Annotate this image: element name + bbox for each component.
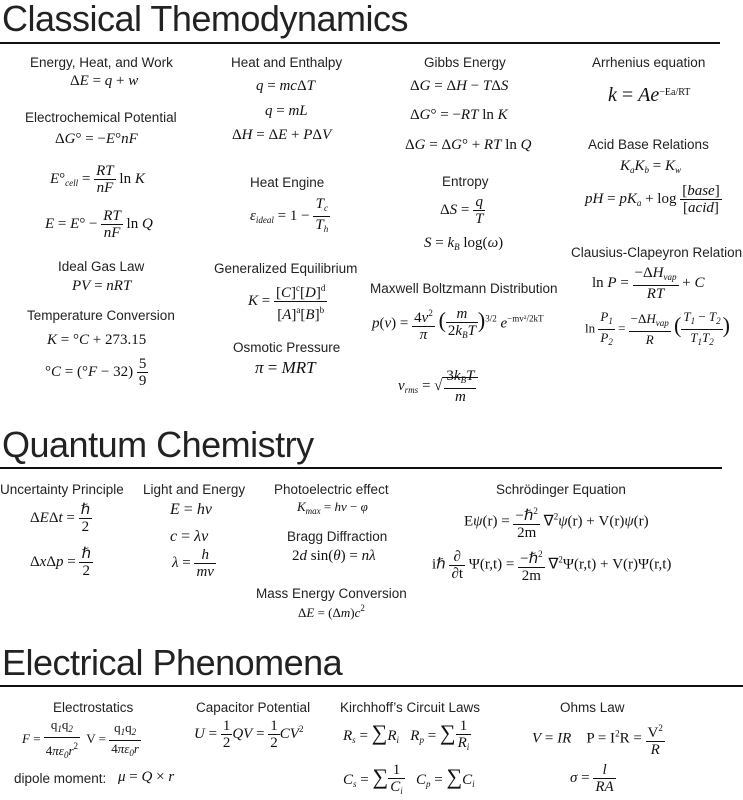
eq-planck: E = hν xyxy=(170,501,212,518)
eq-heat-capacity: q = mcΔT xyxy=(256,78,315,94)
eq-wave-speed: c = λν xyxy=(170,528,209,545)
label-heat-enthalpy: Heat and Enthalpy xyxy=(231,55,343,70)
section-rule xyxy=(0,467,722,469)
eq-maxwell: p(v) = $\frac{4v^2}{\pi}$ ( $\frac{m}{2k_BT}$ )$^{3/2}$ $e^{-mv^2/2kT}$ xyxy=(372,305,544,343)
eq-nernst-cell: $E^\circ_{cell}$ = $\frac{RT}{nF}$ ln K xyxy=(50,163,145,196)
label-gen-equilibrium: Generalized Equilibrium xyxy=(214,261,358,276)
eq-henderson: pH = $pK_a + \log$ $\frac{\text{[base]}}{\text{[acid]}}$ xyxy=(585,183,720,216)
eq-nernst: E = E° − $\frac{RT}{nF}$ ln Q xyxy=(45,208,153,241)
eq-photoelectric: $K_{max} = h\nu - \varphi$ xyxy=(297,499,368,516)
eq-kirchhoff-capacitance: $C_s$ = ∑ $\frac{1}{C_i}$ $C_p = \sum C_i$ xyxy=(343,762,475,796)
label-arrhenius: Arrhenius equation xyxy=(592,55,706,70)
eq-uncertainty-energy: ΔEΔt = $\frac{\text{ℏ}}{2}$ xyxy=(30,502,91,535)
label-entropy: Entropy xyxy=(442,174,489,189)
section-rule xyxy=(0,42,720,44)
eq-entropy-q: ΔS = $\frac{q}{T}$ xyxy=(440,194,484,227)
eq-kw: $K_aK_b = K_w$ xyxy=(620,158,682,175)
eq-celsius: °C = (°F − 32) $\frac{5}{9}$ xyxy=(45,356,147,389)
eq-ideal-gas: PV = nRT xyxy=(72,278,132,294)
label-osmotic: Osmotic Pressure xyxy=(233,340,341,355)
label-maxwell: Maxwell Boltzmann Distribution xyxy=(370,281,558,296)
eq-kelvin: K = °C + 273.15 xyxy=(47,332,147,348)
eq-latent-heat: q = mL xyxy=(265,103,308,119)
section-title-quantum: Quantum Chemistry xyxy=(2,424,314,465)
eq-arrhenius: $k = Ae^{-Ea/RT}$ xyxy=(608,84,691,106)
label-electrostatics: Electrostatics xyxy=(53,700,134,715)
eq-entropy-boltzmann: $S = k_B$ log(ω) xyxy=(424,235,504,252)
label-gibbs: Gibbs Energy xyxy=(424,55,506,70)
eq-equilibrium: K = $\frac{[C]^c[D]^d}{[A]^a[B]^b}$ xyxy=(248,280,327,323)
label-electrochemical: Electrochemical Potential xyxy=(25,110,177,125)
section-rule xyxy=(0,685,743,687)
eq-osmotic: π = MRT xyxy=(255,358,316,377)
eq-kirchhoff-resistance: $R_s = \sum R_i$ $R_p$ = ∑ $\frac{1}{R_i}$ xyxy=(343,718,470,752)
label-heat-engine: Heat Engine xyxy=(250,175,325,190)
label-dipole: dipole moment: xyxy=(14,771,107,786)
eq-bragg: 2d sin(θ) = nλ xyxy=(292,548,376,564)
label-mass-energy: Mass Energy Conversion xyxy=(256,586,407,601)
label-uncertainty: Uncertainty Principle xyxy=(0,482,124,497)
eq-heat-engine: $\varepsilon_{ideal} = 1$ − $\frac{T_c}{T_h}$ xyxy=(250,196,329,234)
section-title-classical: Classical Themodynamics xyxy=(2,0,408,39)
label-energy-heat-work: Energy, Heat, and Work xyxy=(30,55,173,70)
label-kirchhoff: Kirchhoff’s Circuit Laws xyxy=(340,700,481,715)
label-ohms: Ohms Law xyxy=(560,700,625,715)
eq-enthalpy: ΔH = ΔE + PΔV xyxy=(232,127,332,143)
label-clausius: Clausius-Clapeyron Relation xyxy=(571,245,743,260)
eq-clausius-2: ln $\frac{P_1}{P_2}$ = $\frac{-\Delta H_{vap}}{R}$ ( $\frac{T_1 - T_2}{T_1T_2}$ ) xyxy=(585,309,730,347)
label-ideal-gas: Ideal Gas Law xyxy=(58,259,145,274)
eq-vrms: $v_{rms}$ = √ $\frac{3k_BT}{m}$ xyxy=(398,368,478,405)
eq-mass-energy: $\Delta E = (\Delta m)c^2$ xyxy=(298,603,365,620)
label-acid-base: Acid Base Relations xyxy=(588,137,709,152)
eq-schrodinger-time-dependent: iℏ $\frac{\partial}{\partial t}$ Ψ(r,t) = $\frac{-\hbar^2}{2m}$ ∇$^2$Ψ(r,t) + V(r)Ψ(r,t) xyxy=(432,546,671,584)
eq-schrodinger-time-independent: Eψ(r) = $\frac{-\hbar^2}{2m}$ ∇$^2$ψ(r) + V(r)ψ(r) xyxy=(464,503,649,541)
eq-gibbs-standard: ΔG° = −RT ln K xyxy=(410,107,508,123)
eq-gibbs-q: ΔG = ΔG° + RT ln Q xyxy=(405,137,532,153)
eq-gibbs-nernst: ΔG° = −E°nF xyxy=(55,131,138,147)
section-title-electrical: Electrical Phenomena xyxy=(2,642,343,683)
eq-dipole: μ = Q × r xyxy=(118,769,175,785)
label-light-energy: Light and Energy xyxy=(143,482,246,497)
label-schrodinger: Schrödinger Equation xyxy=(496,482,626,497)
eq-clausius-1: ln P = $\frac{-\Delta H_{vap}}{RT}$ + C xyxy=(592,265,705,302)
eq-gibbs: ΔG = ΔH − TΔS xyxy=(410,78,509,94)
eq-ohms: V = IR $P = I^2R$ = $\frac{V^2}{R}$ xyxy=(532,720,665,758)
eq-capacitor: U = $\frac{1}{2}$ QV = $\frac{1}{2}$ $CV^2$ xyxy=(194,718,304,751)
label-bragg: Bragg Diffraction xyxy=(287,529,388,544)
label-photoelectric: Photoelectric effect xyxy=(274,482,389,497)
eq-first-law: ΔE = q + w xyxy=(70,73,139,89)
label-temp-conversion: Temperature Conversion xyxy=(27,308,175,323)
eq-uncertainty-position: ΔxΔp = $\frac{\text{ℏ}}{2}$ xyxy=(30,546,91,579)
eq-conductivity: σ = $\frac{l}{RA}$ xyxy=(570,762,614,795)
eq-de-broglie: λ = $\frac{h}{mv}$ xyxy=(172,547,214,580)
eq-coulomb: F = $\frac{q_1q_2}{4\pi\varepsilon_0r^2}$ V = $\frac{q_1q_2}{4\pi\varepsilon_0r}$ xyxy=(22,717,139,760)
label-capacitor: Capacitor Potential xyxy=(196,700,311,715)
